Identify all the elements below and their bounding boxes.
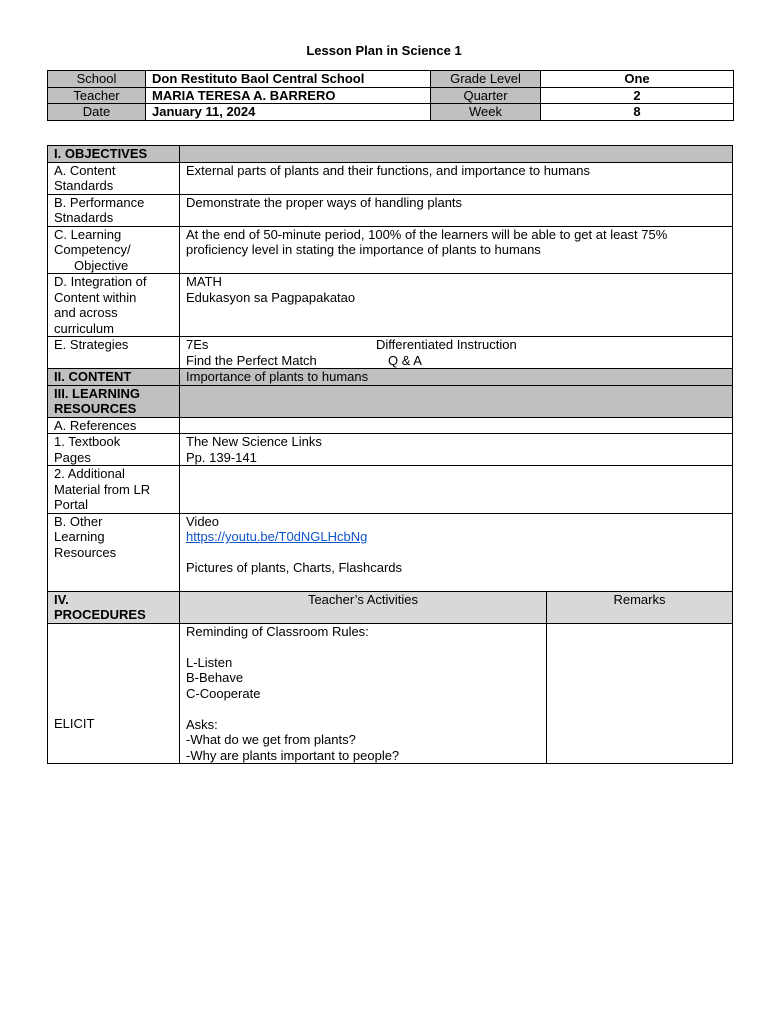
objectives-heading-row [48,146,733,163]
other-resources-value: Video https://youtu.be/T0dNGLHcbNg Pictures of plants, Charts, Flashcards [180,513,733,591]
info-row-teacher [48,87,734,104]
additional-material-label: 2. Additional Material from LR Portal [48,466,180,514]
content-value: Importance of plants to humans [180,369,733,386]
teacher-label: Teacher [48,87,146,104]
quarter-label: Quarter [431,87,541,104]
activity-line: C-Cooperate [186,685,261,701]
activity-line [186,701,540,717]
strategies-row [48,337,733,369]
header-info-table [47,70,734,121]
other-resources-row [48,513,733,591]
grade-level-value: One [541,71,734,88]
strategies-value [180,337,733,369]
strategy-item: Differentiated Instruction [376,337,517,352]
content-standards-label: A. Content Standards [48,162,180,194]
learning-competency-row [48,226,733,274]
week-value: 8 [541,104,734,121]
elicit-row [48,623,733,764]
info-row-date [48,104,734,121]
integration-row [48,274,733,337]
activity-line: B-Behave [186,670,244,685]
quarter-value: 2 [541,87,734,104]
video-link[interactable]: https://youtu.be/T0dNGLHcbNg [186,529,368,544]
info-row-school [48,71,734,88]
teachers-activities-header: Teacher’s Activities [180,591,547,623]
integration-label: D. Integration of Content within and across curriculum [48,274,180,337]
elicit-label: ELICIT [54,715,95,731]
additional-material-value [180,466,733,514]
additional-material-row [48,466,733,514]
references-label: A. References [48,417,180,434]
strategies-label: E. Strategies [48,337,180,369]
activity-line: -What do we get from plants? [186,732,356,747]
procedures-heading-row [48,591,733,623]
procedures-heading: IV. PROCEDURES [48,591,180,623]
activity-line: -Why are plants important to people? [186,747,400,763]
learning-resources-heading-row [48,385,733,417]
objectives-heading: I. OBJECTIVES [48,146,180,163]
lesson-plan-table [47,145,733,764]
performance-standards-label: B. Performance Stnadards [48,194,180,226]
date-value: January 11, 2024 [146,104,431,121]
school-label: School [48,71,146,88]
content-row [48,369,733,386]
activity-line: L-Listen [186,654,233,670]
other-resources-label: B. Other Learning Resources [48,513,180,591]
strategy-item: Q & A [388,352,422,368]
page-title: Lesson Plan in Science 1 [306,43,462,58]
elicit-activities [180,623,547,764]
week-label: Week [431,104,541,121]
content-heading: II. CONTENT [48,369,180,386]
strategy-item: 7Es [186,337,209,352]
activity-line: Asks: [186,716,218,732]
activity-line: Reminding of Classroom Rules: [186,623,369,639]
textbook-label: 1. Textbook Pages [48,434,180,466]
learning-resources-heading: III. LEARNING RESOURCES [48,385,180,417]
textbook-value: The New Science Links Pp. 139-141 [180,434,733,466]
elicit-remarks [547,623,733,764]
references-row [48,417,733,434]
elicit-label-cell [48,623,180,764]
strategy-item: Find the Perfect Match [186,352,317,368]
textbook-row [48,434,733,466]
content-standards-row [48,162,733,194]
content-standards-value: External parts of plants and their functions, and importance to humans [180,162,733,194]
performance-standards-row [48,194,733,226]
school-value: Don Restituto Baol Central School [146,71,431,88]
learning-competency-value: At the end of 50-minute period, 100% of the learners will be able to get at least 75% proficiency level in stating the importance of plants to humans [180,226,733,274]
performance-standards-value: Demonstrate the proper ways of handling plants [180,194,733,226]
grade-level-label: Grade Level [431,71,541,88]
learning-competency-label: C. Learning Competency/ Objective [48,226,180,274]
integration-value: MATH Edukasyon sa Pagpapakatao [180,274,733,337]
activity-line [186,639,540,655]
teacher-value: MARIA TERESA A. BARRERO [146,87,431,104]
remarks-header: Remarks [547,591,733,623]
date-label: Date [48,104,146,121]
